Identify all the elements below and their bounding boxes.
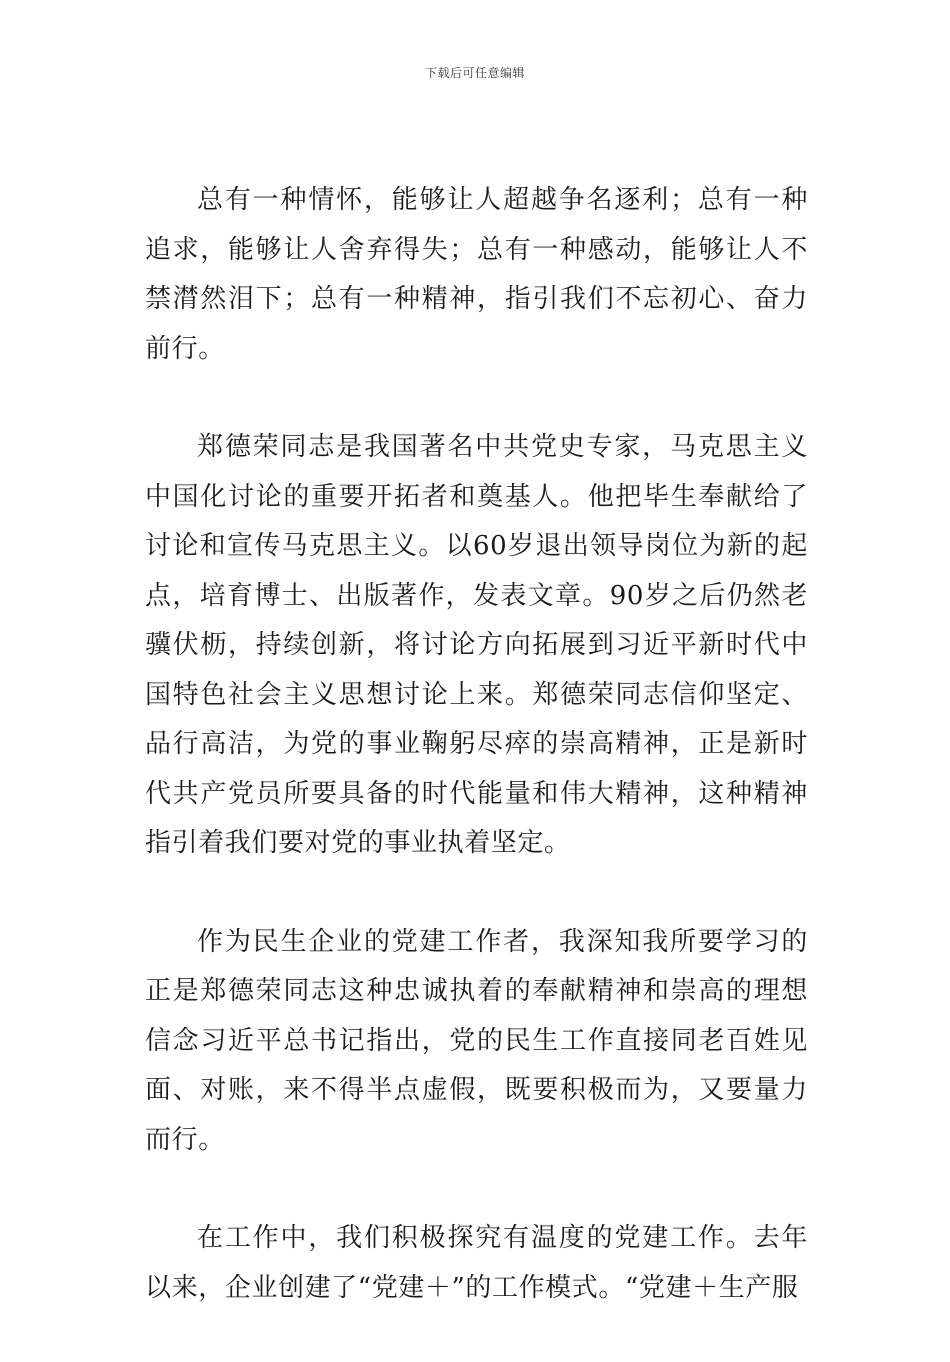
paragraph-3: 作为民生企业的党建工作者，我深知我所要学习的正是郑德荣同志这种忠诚执着的奉献精神和崇高的理想信念习近平总书记指出，党的民生工作直接同老百姓见面、对账，来不得半点虚假，既要积极而为，又要量力而行。 — [145, 926, 808, 1155]
document-body — [145, 176, 808, 1362]
paragraph-4: 在工作中，我们积极探究有温度的党建工作。去年以来，企业创建了“党建＋”的工作模式。“党建＋生产服 — [145, 1223, 808, 1303]
header-note: 下载后可任意编辑 — [424, 66, 525, 80]
paragraph-2: 郑德荣同志是我国著名中共党史专家，马克思主义中国化讨论的重要开拓者和奠基人。他把毕生奉献给了讨论和宣传马克思主义。以60岁退出领导岗位为新的起点，培育博士、出版著作，发表文章。90岁之后仍然老骥伏枥，持续创新，将讨论方向拓展到习近平新时代中国特色社会主义思想讨论上来。郑德荣同志信仰坚定、品行高洁，为党的事业鞠躬尽瘁的崇高精神，正是新时代共产党员所要具备的时代能量和伟大精神，这种精神指引着我们要对党的事业执着坚定。 — [145, 432, 808, 858]
paragraph-1: 总有一种情怀，能够让人超越争名逐利；总有一种追求，能够让人舍弃得失；总有一种感动，能够让人不禁潸然泪下；总有一种精神，指引我们不忘初心、奋力前行。 — [145, 185, 808, 364]
